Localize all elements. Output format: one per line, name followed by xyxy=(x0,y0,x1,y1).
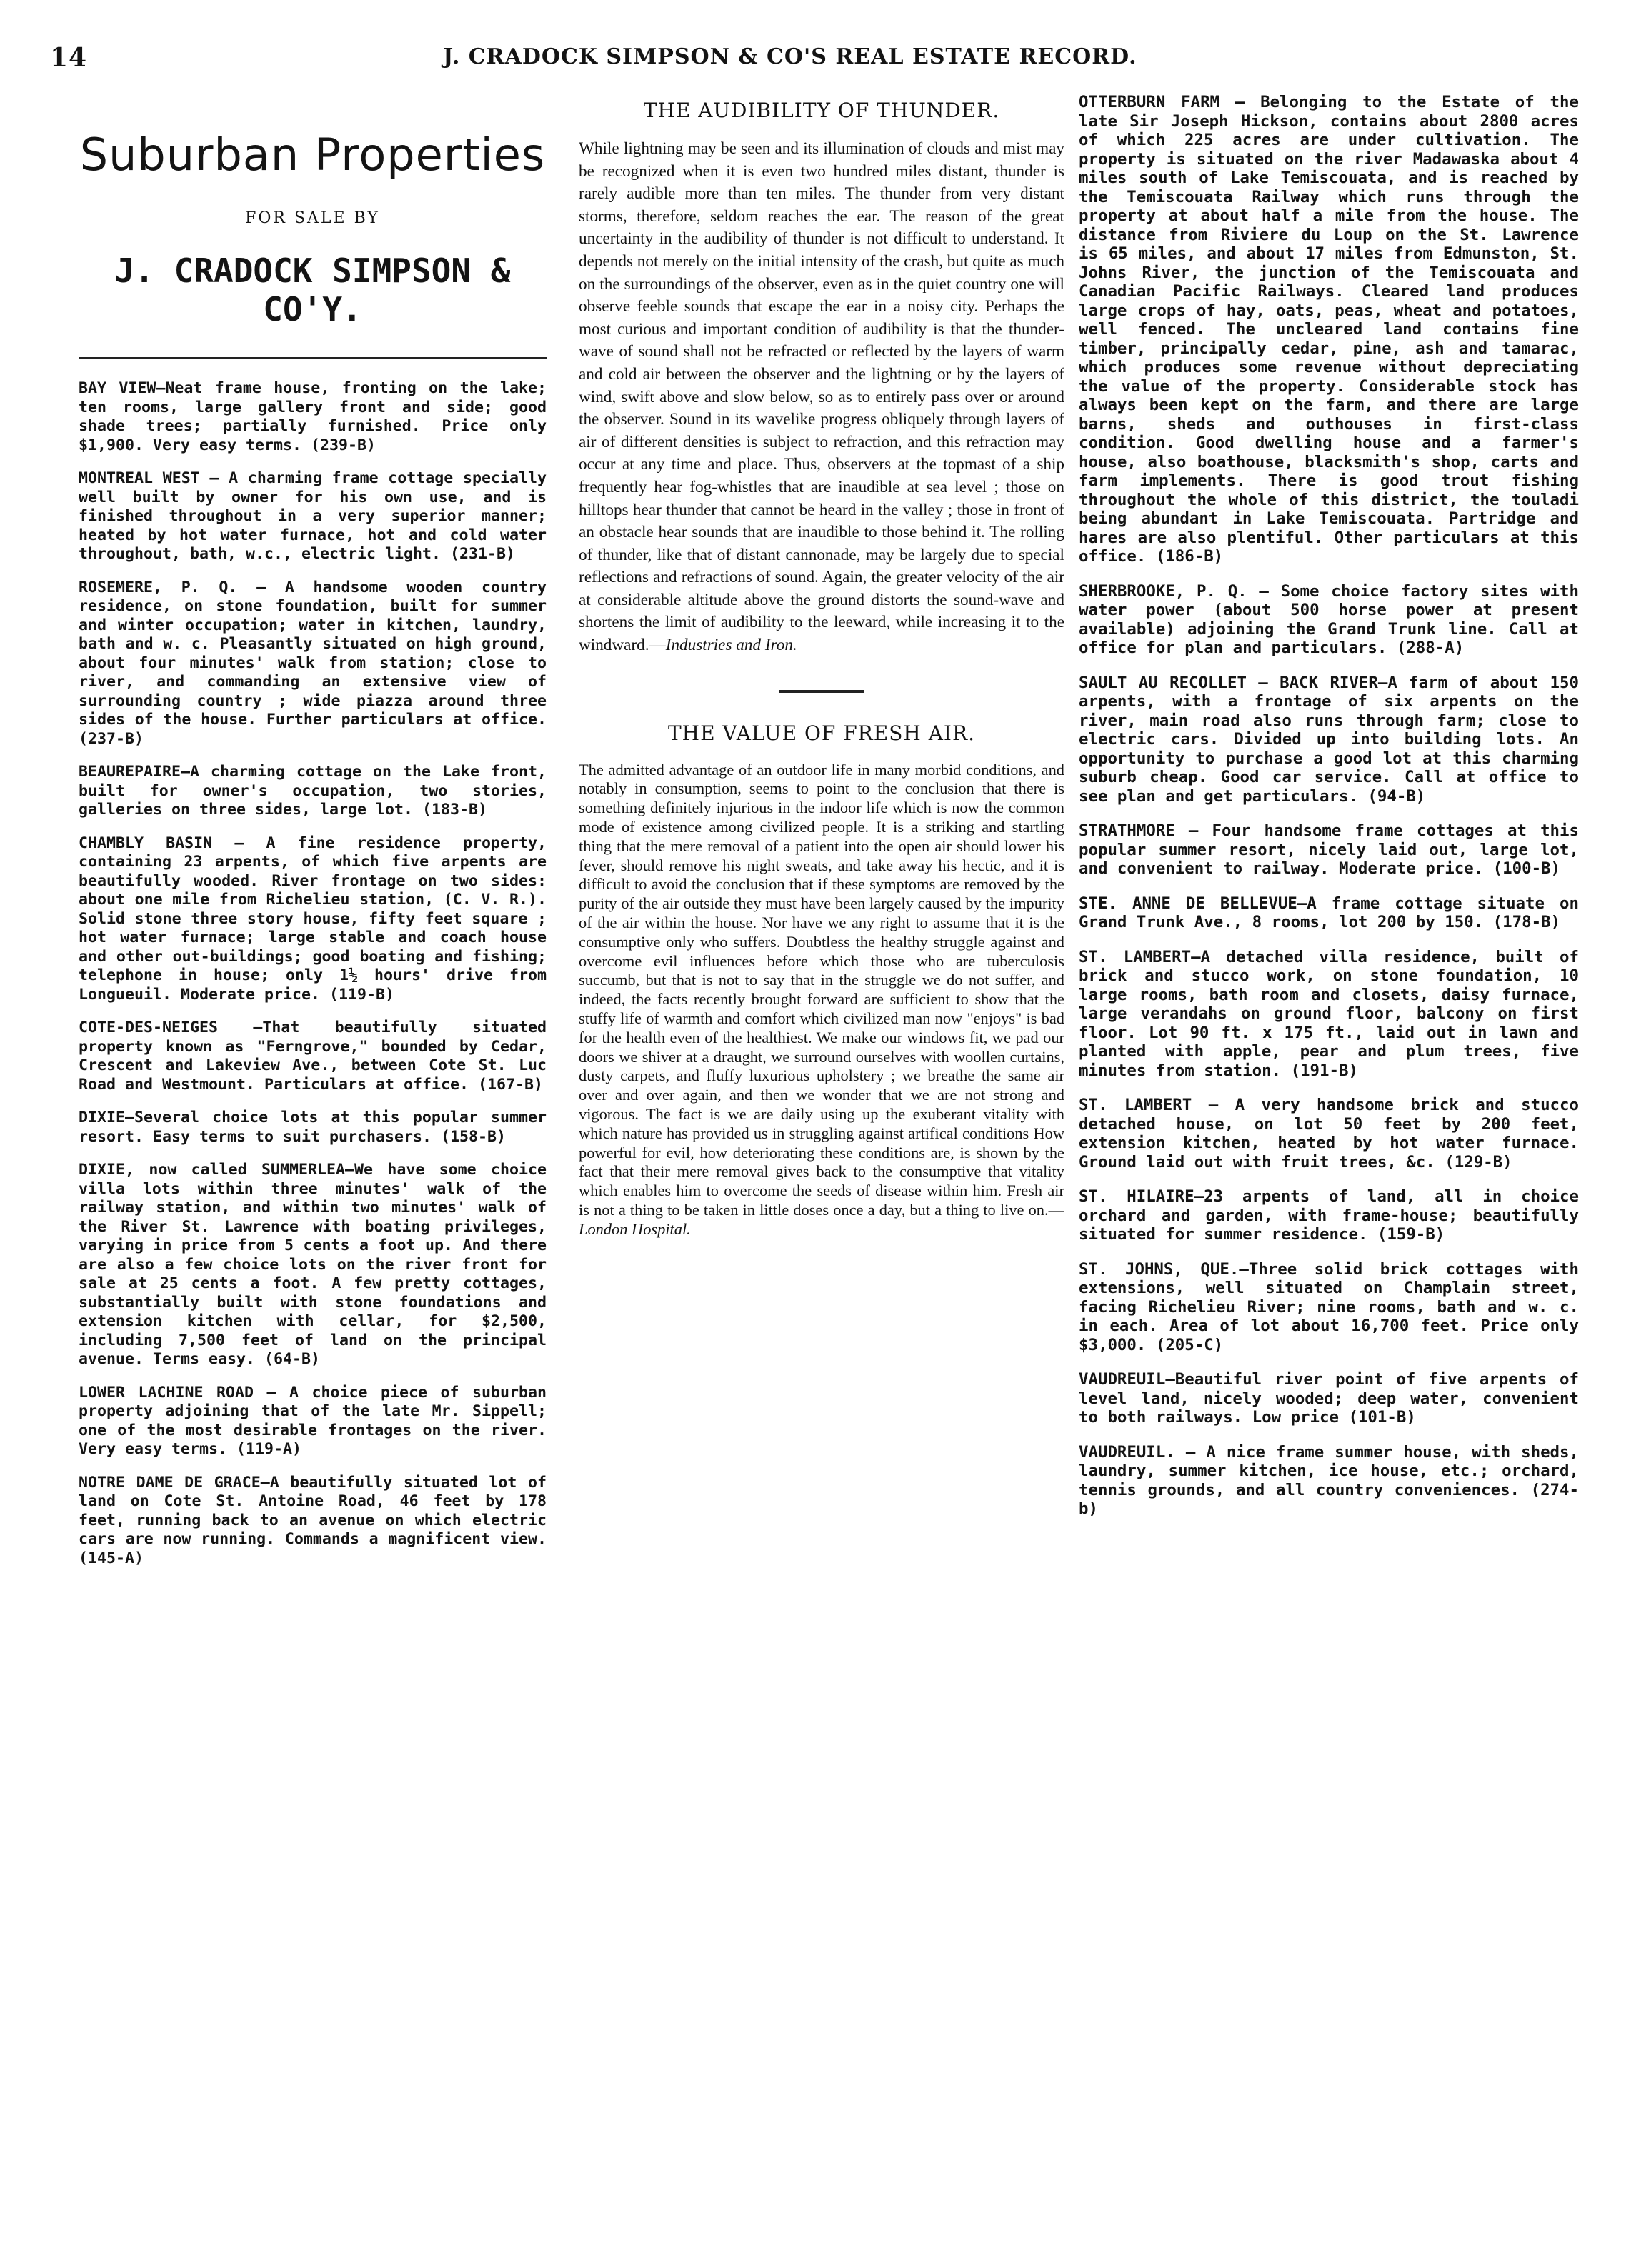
page-number: 14 xyxy=(50,43,88,73)
article-source: Industries and Iron. xyxy=(665,636,797,655)
article-divider xyxy=(779,690,864,693)
listing: ST. HILAIRE—23 arpents of land, all in choice orchard and garden, with frame-house; beautifully situated for summer residence. (159-B) xyxy=(1079,1187,1579,1244)
for-sale-line: FOR SALE BY xyxy=(245,209,380,227)
listing: ST. LAMBERT — A very handsome brick and stucco detached house, on lot 50 feet by 200 feet, extension kitchen, heated by hot water furnace. Ground laid out with fruit trees, &c. (129-B) xyxy=(1079,1096,1579,1172)
listing: ST. JOHNS, QUE.—Three solid brick cottages with extensions, well situated on Champlain street, facing Richelieu River; nine rooms, bath and w. c. in each. Area of lot about 16,700 feet. Price only $3,000. (205-C) xyxy=(1079,1259,1579,1354)
listing: BEAUREPAIRE—A charming cottage on the Lake front, built for owner's occupation, two stories, galleries on three sides, large lot. (183-B) xyxy=(79,763,547,819)
agency-name: J. CRADOCK SIMPSON & CO'Y. xyxy=(114,251,511,329)
left-column xyxy=(79,93,547,2229)
article-text: While lightning may be seen and its illumination of clouds and mist may be recognized when it is even two hundred miles distant, thunder is rarely audible more than ten miles. The thunder from very distant storms, therefore, seldom reaches the ear. The reason of the great uncertainty in the audibility of thunder is not difficult to understand. It depends not merely on the initial intensity of the crash, but quite as much on the surroundings of the observer, even as in the quiet country one will observe feeble sounds that escape the ear in a noisy city. Perhaps the most curious and important condition of audibility is that the thunder-wave of sound shall not be refracted or reflected by the layers of warm and cold air between the observer and the lightning or by the layers of wind, swift above and slow below, so as to entirely pass over or around the observer. Sound in its wavelike progress obliquely through layers of air of different densities is subject to refraction, and this refraction may occur at any time and place. Thus, observers at the topmast of a ship frequently hear fog-whistles that are inaudible at sea level ; those on hilltops hear thunder that cannot be heard in the valley ; those in front of an obstacle hear sounds that are inaudible to those behind it. The rolling of thunder, like that of distant cannonade, may be largely due to special reflections and refractions of sound. Again, the greater velocity of the air at considerable altitude above the ground distorts the sound-wave and shortens the limit of audibility to the leeward, while increasing it to the windward.— xyxy=(579,139,1064,655)
listing: COTE-DES-NEIGES —That beautifully situated property known as "Ferngrove," bounded by Cedar, Crescent and Lakeview Ave., between Cote St. Luc Road and Westmount. Particulars at office. (167-B) xyxy=(79,1019,547,1094)
listing: MONTREAL WEST — A charming frame cottage specially well built by owner for his own use, and is finished throughout in a very superior manner; heated by hot water furnace, hot and cold water throughout, bath, w.c., electric light. (231-B) xyxy=(79,469,547,563)
article-body-fresh-air xyxy=(579,761,1064,1239)
listing: VAUDREUIL. — A nice frame summer house, with sheds, laundry, summer kitchen, ice house, etc.; orchard, tennis grounds, and all country conveniences. (274-b) xyxy=(1079,1442,1579,1518)
section-heading xyxy=(79,129,547,329)
listing: BAY VIEW—Neat frame house, fronting on the lake; ten rooms, large gallery front and side; good shade trees; partially furnished. Price only $1,900. Very easy terms. (239-B) xyxy=(79,379,547,454)
listing: ST. LAMBERT—A detached villa residence, built of brick and stucco work, on stone foundation, 10 large rooms, bath room and closets, daisy furnace, large verandahs on ground floor, balcony on first floor. Lot 90 ft. x 175 ft., laid out in lawn and planted with apple, pear and plum trees, five minutes from station. (191-B) xyxy=(1079,947,1579,1080)
listing: SHERBROOKE, P. Q. — Some choice factory sites with water power (about 500 horse power at present available) adjoining the Grand Trunk line. Call at office for plan and particulars. (288-A) xyxy=(1079,581,1579,657)
listing: CHAMBLY BASIN — A fine residence property, containing 23 arpents, of which five arpents are beautifully wooded. River frontage on two sides: about one mile from Richelieu station, (C. V. R.). Solid stone three story house, fifty feet square ; hot water furnace; large stable and coach house and other out-buildings; good boating and fishing; telephone in house; only 1½ hours' drive from Longueuil. Moderate price. (119-B) xyxy=(79,834,547,1004)
listing: OTTERBURN FARM — Belonging to the Estate of the late Sir Joseph Hickson, contains about 2800 acres of which 225 acres are under cultivation. The property is situated on the river Madawaska about 4 miles south of Lake Temiscouata, and is reached by the Temiscouata Railway which runs through the property at about half a mile from the house. The distance from Riviere du Loup on the St. Lawrence is 65 miles, and about 17 miles from Edmunston, St. Johns River, the junction of the Temiscouata and Canadian Pacific Railways. Cleared land produces large crops of hay, oats, peas, wheat and potatoes, well fenced. The uncleared land contains fine timber, principally cedar, pine, ash and tamarac, which produces some revenue without depreciating the value of the property. Considerable stock has always been kept on the farm, and there are large barns, sheds and outhouses in first-class condition. Good dwelling house and a farmer's house, also boathouse, blacksmith's shop, carts and farm implements. There is good trout fishing throughout the whole of this district, the touladi being abundant in Lake Temiscouata. Partridge and hares are also plentiful. Other particulars at this office. (186-B) xyxy=(1079,93,1579,566)
listing: SAULT AU RECOLLET — BACK RIVER—A farm of about 150 arpents, with a frontage of six arpents on the river, main road also runs through farm; close to electric cars. Divided up into building lots. An opportunity to purchase a good lot at this charming suburb cheap. Good car service. Call at office to see plan and get particulars. (94-B) xyxy=(1079,673,1579,806)
middle-column xyxy=(579,93,1064,2229)
listing: LOWER LACHINE ROAD — A choice piece of suburban property adjoining that of the late Mr. Sippell; one of the most desirable frontages on the river. Very easy terms. (119-A) xyxy=(79,1383,547,1458)
running-head: J. CRADOCK SIMPSON & CO'S REAL ESTATE RECORD. xyxy=(443,44,1137,69)
listing: STE. ANNE DE BELLEVUE—A frame cottage situate on Grand Trunk Ave., 8 rooms, lot 200 by 150. (178-B) xyxy=(1079,894,1579,931)
listing: STRATHMORE — Four handsome frame cottages at this popular summer resort, nicely laid out, large lot, and convenient to railway. Moderate price. (100-B) xyxy=(1079,821,1579,878)
listing: DIXIE, now called SUMMERLEA—We have some choice villa lots within three minutes' walk of the railway station, and within two minutes' walk of the River St. Lawrence with boating privileges, varying in price from 5 cents a foot up. And there are also a few choice lots on the river front for sale at 25 cents a foot. A few pretty cottages, substantially built with stone foundations and extension kitchen with cellar, for $2,500, including 7,500 feet of land on the principal avenue. Terms easy. (64-B) xyxy=(79,1161,547,1368)
section-title: Suburban Properties xyxy=(79,129,546,181)
article-text: The admitted advantage of an outdoor life in many morbid conditions, and notably in consumption, seems to point to the conclusion that there is something definitely injurious in the indoor life which is now the common mode of existence among civilized people. It is a striking and startling thing that the mere removal of a patient into the open air should lower his fever, should remove his night sweats, and take away his hectic, and it is difficult to avoid the conclusion that if these symptoms are removed by the purity of the air outside they must have been largely caused by the impurity of the air within the house. Nor have we any right to assume that it is the consumptive only who suffers. Doubtless the healthy struggle against and overcome evil influences before which those who are tuberculosis succumb, but that is not to say that in the struggle we do not suffer, and indeed, the facts recently brought forward are sufficient to show that the stuffy life of warmth and comfort which civilized man now "enjoys" is bad for the health even of the healthiest. We make our windows fit, we pad our doors we shiver at a draught, we surround ourselves with woollen curtains, dusty carpets, and fluffy luxurious upholstery ; we breathe the same air over and over again, and then we wonder that we are not strong and vigorous. The fact is we are daily using up the exuberant vitality with which nature has provided us in struggling against artifical conditions How powerful for evil, how deteriorating these conditions are, is shown by the fact that their mere removal gives back to the consumptive that vitality which enables him to overcome the seeds of disease within him. Fresh air is not a thing to be taken in little doses once a day, but a thing to live on.— xyxy=(579,760,1064,1219)
article-title-thunder: THE AUDIBILITY OF THUNDER. xyxy=(643,99,1000,122)
listing: ROSEMERE, P. Q. — A handsome wooden country residence, on stone foundation, built for summer and winter occupation; water in kitchen, laundry, bath and w. c. Pleasantly situated on high ground, about four minutes' walk from station; close to river, and commanding an extensive view of surrounding country ; wide piazza around three sides of the house. Further particulars at office. (237-B) xyxy=(79,578,547,748)
listing: DIXIE—Several choice lots at this popular summer resort. Easy terms to suit purchasers. (158-B) xyxy=(79,1109,547,1146)
article-body-thunder xyxy=(579,138,1064,657)
page-header xyxy=(43,37,1600,80)
heading-rule xyxy=(79,357,547,359)
article-source: London Hospital. xyxy=(579,1219,691,1238)
listing: VAUDREUIL—Beautiful river point of five arpents of level land, nicely wooded; deep water, convenient to both railways. Low price (101-B) xyxy=(1079,1370,1579,1427)
right-column xyxy=(1079,93,1579,2229)
listing: NOTRE DAME DE GRACE—A beautifully situated lot of land on Cote St. Antoine Road, 46 feet by 178 feet, running back to an avenue on which electric cars are now running. Commands a magnificent view. (145-A) xyxy=(79,1473,547,1567)
article-title-fresh-air: THE VALUE OF FRESH AIR. xyxy=(668,721,975,745)
